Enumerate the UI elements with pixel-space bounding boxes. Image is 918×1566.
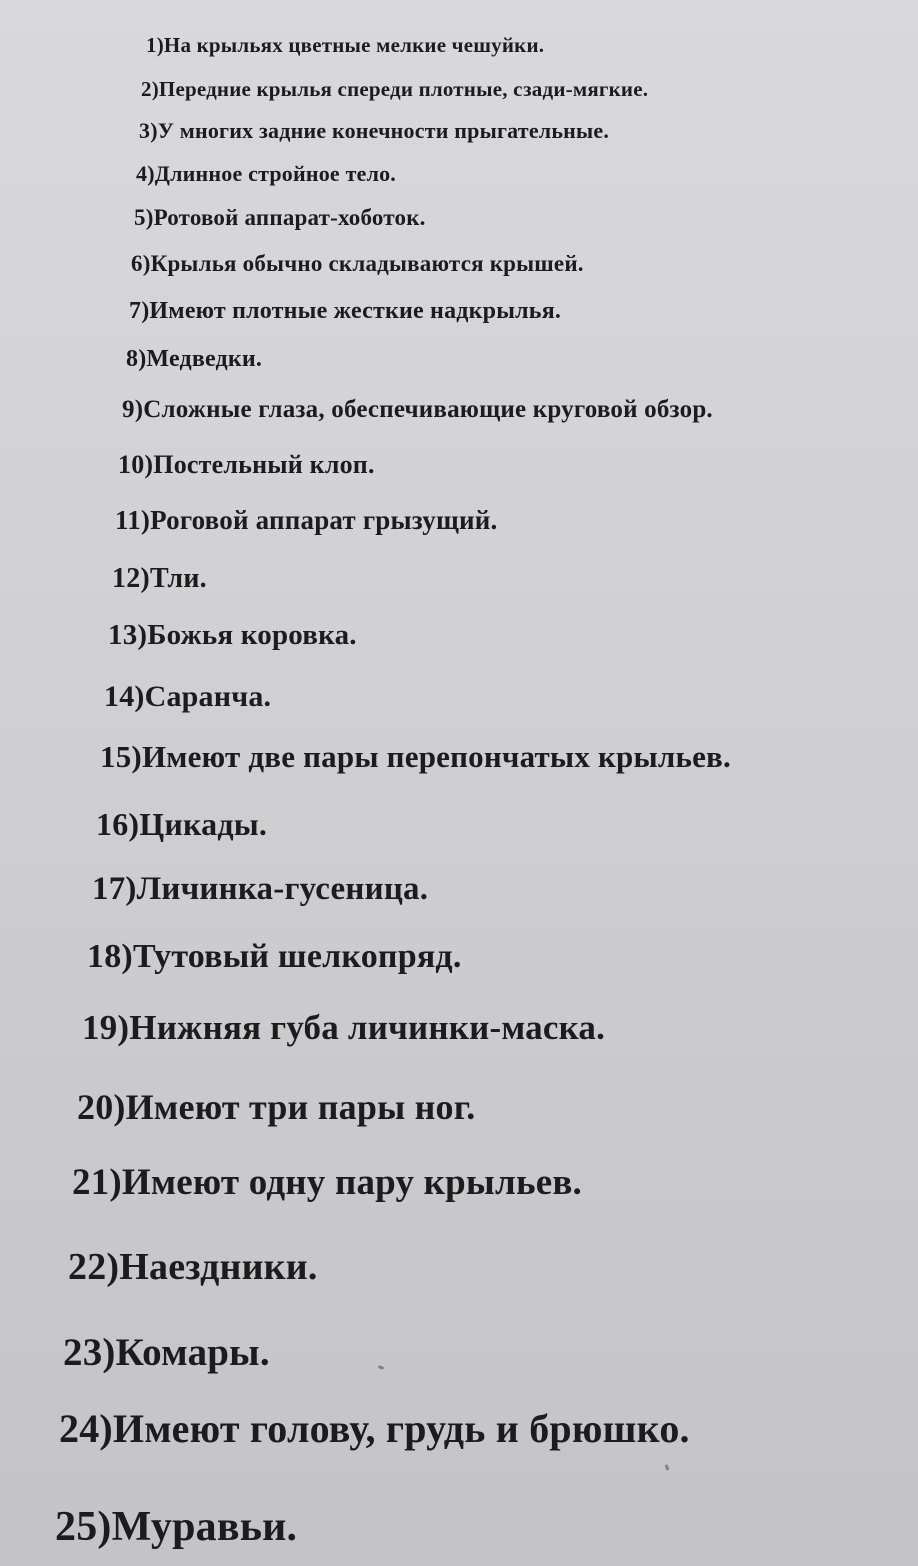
item-number: 21) [72, 1162, 122, 1203]
item-text: Крылья обычно складываются крышей. [150, 251, 584, 276]
item-number: 13) [108, 619, 148, 651]
item-number: 3) [139, 118, 158, 143]
pencil-mark [378, 1365, 385, 1370]
item-text: Тли. [149, 563, 207, 594]
item-number: 17) [92, 871, 137, 907]
item-text: Нижняя губа личинки-маска. [129, 1008, 606, 1047]
item-text: Саранча. [144, 680, 272, 713]
item-text: Сложные глаза, обеспечивающие круговой обзор. [143, 396, 713, 423]
item-text: Имеют плотные жесткие надкрылья. [149, 298, 562, 324]
item-text: Постельный клоп. [153, 450, 375, 479]
item-text: Цикады. [139, 806, 268, 842]
item-number: 10) [118, 450, 154, 479]
item-text: Длинное стройное тело. [154, 161, 397, 186]
item-text: На крыльях цветные мелкие чешуйки. [163, 33, 545, 57]
list-item [122, 396, 713, 424]
item-number: 16) [96, 806, 140, 842]
item-text: Комары. [115, 1331, 270, 1374]
item-text: Муравьи. [111, 1504, 298, 1550]
item-text: Божья коровка. [147, 619, 357, 651]
list-item [131, 251, 584, 277]
list-item [77, 1086, 475, 1128]
list-item [141, 77, 648, 102]
item-text: Наездники. [119, 1246, 318, 1288]
list-item [146, 33, 544, 58]
list-item [87, 938, 462, 976]
item-text: У многих задние конечности прыгательные. [157, 118, 610, 143]
item-number: 18) [87, 938, 133, 975]
item-number: 15) [100, 739, 142, 774]
item-text: Имеют три пары ног. [125, 1087, 476, 1127]
item-number: 20) [77, 1087, 126, 1127]
item-text: Личинка-гусеница. [136, 871, 429, 907]
list-item [63, 1330, 270, 1375]
item-number: 25) [55, 1504, 112, 1550]
list-item [104, 680, 271, 714]
list-item [118, 450, 375, 480]
item-number: 14) [104, 680, 145, 713]
list-item [136, 161, 396, 187]
item-text: Роговой аппарат грызущий. [150, 505, 498, 535]
list-item [59, 1405, 690, 1452]
item-text: Ротовой аппарат-хоботок. [153, 205, 426, 230]
item-text: Медведки. [146, 346, 263, 372]
list-item [134, 205, 426, 231]
item-number: 23) [63, 1331, 116, 1374]
list-item [55, 1503, 297, 1551]
list-item [92, 871, 428, 908]
item-text: Тутовый шелкопряд. [132, 938, 462, 975]
item-number: 22) [68, 1246, 120, 1288]
list-item [96, 806, 267, 843]
list-item [126, 346, 262, 373]
list-item [139, 118, 609, 144]
item-number: 2) [141, 77, 159, 101]
item-number: 19) [82, 1008, 130, 1047]
item-text: Передние крылья спереди плотные, сзади-мягкие. [158, 77, 649, 101]
list-item [68, 1245, 318, 1289]
item-number: 24) [59, 1406, 113, 1451]
item-number: 5) [134, 205, 154, 230]
item-text: Имеют одну пару крыльев. [121, 1162, 582, 1203]
item-number: 9) [122, 396, 144, 423]
list-item [100, 739, 731, 775]
list-item [112, 563, 207, 595]
item-number: 8) [126, 346, 147, 372]
item-number: 4) [136, 161, 155, 186]
item-text: Имеют две пары перепончатых крыльев. [141, 739, 731, 774]
list-item [129, 298, 561, 325]
pencil-mark [665, 1464, 670, 1471]
list-item [72, 1161, 582, 1204]
list-item [82, 1008, 605, 1048]
item-number: 12) [112, 563, 150, 594]
item-text: Имеют голову, грудь и брюшко. [112, 1406, 690, 1451]
item-number: 6) [131, 251, 151, 276]
item-number: 11) [115, 505, 151, 535]
item-number: 1) [146, 33, 164, 57]
item-number: 7) [129, 298, 150, 324]
list-item [108, 619, 357, 652]
list-item [115, 505, 497, 536]
